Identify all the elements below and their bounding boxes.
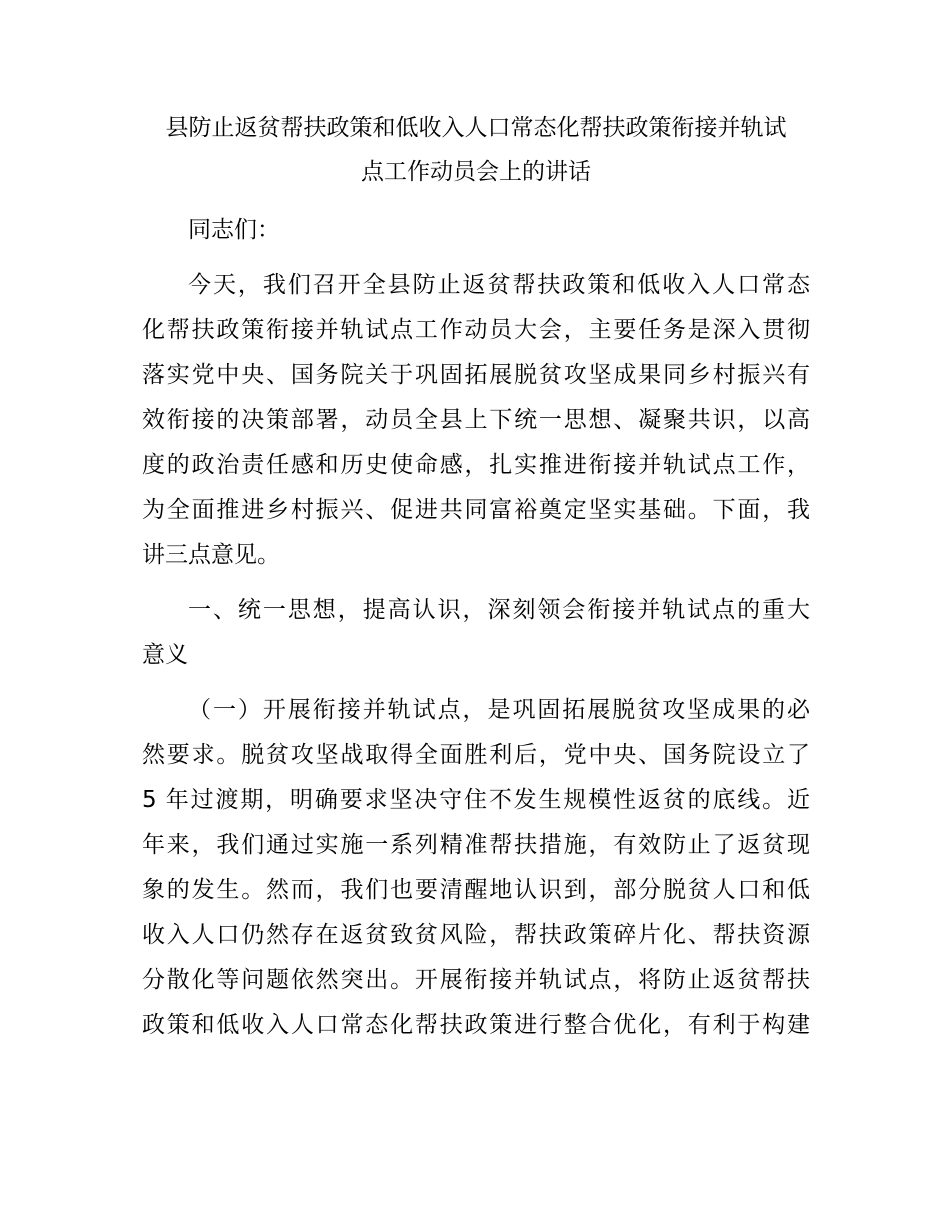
- paragraph-line: 为全面推进乡村振兴、促进共同富裕奠定坚实基础。下面，我: [142, 497, 810, 523]
- paragraph-line: 效衔接的决策部署，动员全县上下统一思想、凝聚共识，以高: [142, 407, 810, 433]
- paragraph-line: 5 年过渡期，明确要求坚决守住不发生规模性返贫的底线。近: [142, 787, 810, 813]
- paragraph-line: 政策和低收入人口常态化帮扶政策进行整合优化，有利于构建: [142, 1012, 810, 1038]
- paragraph-line: 落实党中央、国务院关于巩固拓展脱贫攻坚成果同乡村振兴有: [142, 362, 810, 388]
- salutation: [142, 208, 810, 253]
- title-line: 县防止返贫帮扶政策和低收入人口常态化帮扶政策衔接并轨试: [165, 115, 787, 141]
- paragraph-intro: [142, 263, 810, 578]
- paragraph-line: 今天，我们召开全县防止返贫帮扶政策和低收入人口常态: [188, 272, 810, 298]
- paragraph-line: 收入人口仍然存在返贫致贫风险，帮扶政策碎片化、帮扶资源: [142, 922, 810, 948]
- paragraph-line: 讲三点意见。: [142, 542, 280, 568]
- paragraph-line: 象的发生。然而，我们也要清醒地认识到，部分脱贫人口和低: [142, 877, 810, 903]
- paragraph-line: 然要求。脱贫攻坚战取得全面胜利后，党中央、国务院设立了: [142, 742, 810, 768]
- paragraph-point-1: [142, 688, 810, 1048]
- paragraph-line: 分散化等问题依然突出。开展衔接并轨试点，将防止返贫帮扶: [142, 967, 810, 993]
- salutation-text: 同志们：: [188, 217, 280, 243]
- paragraph-line: 度的政治责任感和历史使命感，扎实推进衔接并轨试点工作，: [142, 452, 810, 478]
- heading-line: 意义: [142, 642, 188, 668]
- section-heading-1: [142, 588, 810, 678]
- paragraph-line: 化帮扶政策衔接并轨试点工作动员大会，主要任务是深入贯彻: [142, 317, 810, 343]
- document-page: [142, 106, 810, 1048]
- page-title: [142, 106, 810, 194]
- paragraph-line: 年来，我们通过实施一系列精准帮扶措施，有效防止了返贫现: [142, 832, 810, 858]
- heading-line: 一、统一思想，提高认识，深刻领会衔接并轨试点的重大: [188, 597, 810, 623]
- paragraph-line: （一）开展衔接并轨试点，是巩固拓展脱贫攻坚成果的必: [188, 697, 810, 723]
- title-line: 点工作动员会上的讲话: [361, 159, 591, 185]
